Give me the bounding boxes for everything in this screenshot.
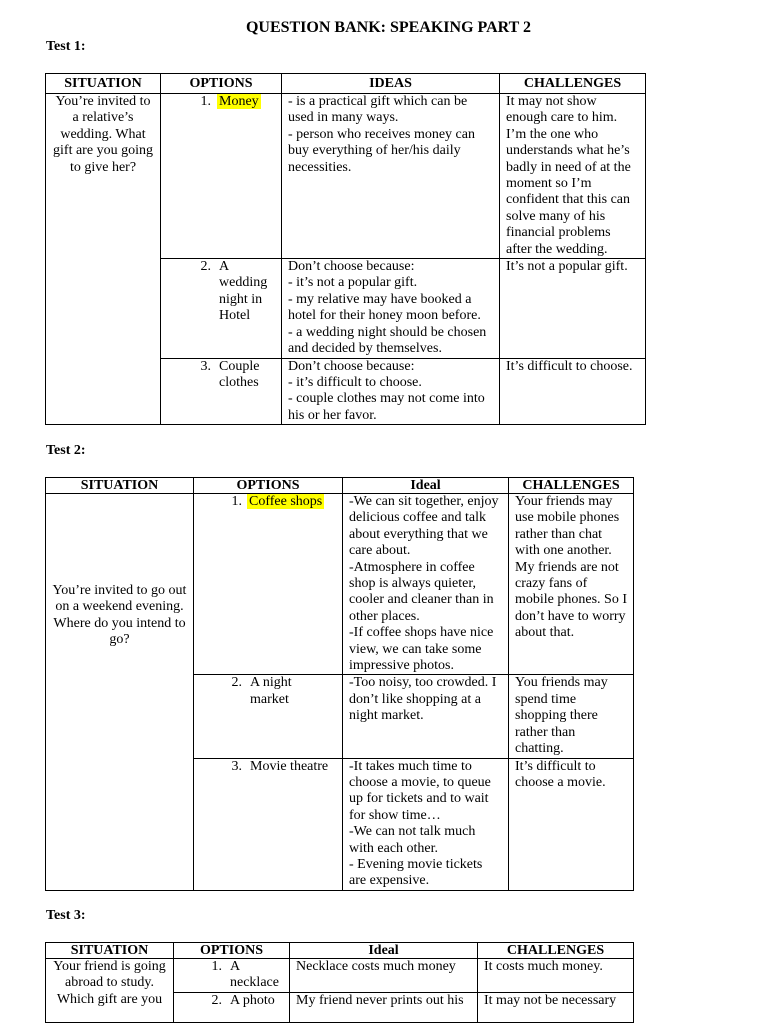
- option-cell: [174, 959, 290, 993]
- option-label: Movie theatre: [250, 758, 329, 774]
- header-ideas: Ideal: [343, 478, 509, 494]
- ideas-cell: [343, 494, 509, 675]
- option-cell: [161, 94, 282, 259]
- option-number: 3.: [231, 758, 242, 774]
- test-2-label: Test 2:: [46, 443, 86, 458]
- test-1-table: [45, 73, 646, 425]
- idea-line: - Evening movie tickets are expensive.: [349, 856, 483, 889]
- header-situation: SITUATION: [46, 74, 161, 94]
- header-ideas: IDEAS: [282, 74, 500, 94]
- header-options: OPTIONS: [161, 74, 282, 94]
- ideas-cell: [290, 993, 478, 1023]
- ideas-cell: [343, 675, 509, 758]
- idea-line: Don’t choose because:: [288, 259, 415, 275]
- situation-cell: You’re invited to a relative’s wedding. What gift are you going to give her?: [46, 94, 161, 425]
- challenges-cell: It may not be necessary: [478, 993, 634, 1023]
- situation-cell: Your friend is going abroad to study. Which gift are you: [46, 959, 174, 1023]
- header-challenges: CHALLENGES: [500, 74, 646, 94]
- header-options: OPTIONS: [194, 478, 343, 494]
- test-3-table: [45, 942, 634, 1023]
- ideas-cell: [290, 959, 478, 993]
- idea-line: - couple clothes may not come into his or her favor.: [288, 391, 485, 423]
- situation-cell: [46, 494, 194, 891]
- option-cell: [161, 259, 282, 358]
- idea-line: Don’t choose because:: [288, 358, 415, 374]
- table-header-row: [46, 478, 634, 494]
- test-1-label: Test 1:: [46, 39, 86, 54]
- challenges-cell: Your friends may use mobile phones rather than chat with one another. My friends are not crazy fans of mobile phones. So I don’t have to worry about that.: [509, 494, 634, 675]
- ideas-cell: [282, 358, 500, 425]
- table-header-row: [46, 74, 646, 94]
- idea-line: -Too noisy, too crowded. I don’t like shopping at a night market.: [349, 675, 497, 724]
- idea-line: - it’s difficult to choose.: [288, 374, 422, 390]
- option-label: Money: [219, 94, 259, 109]
- table-row: [46, 959, 634, 993]
- header-options: OPTIONS: [174, 943, 290, 959]
- idea-line: - a wedding night should be chosen and decided by themselves.: [288, 324, 487, 357]
- option-cell: [194, 758, 343, 890]
- challenges-cell: It’s difficult to choose a movie.: [509, 758, 634, 890]
- header-situation: SITUATION: [46, 943, 174, 959]
- option-cell: [161, 358, 282, 425]
- idea-line: My friend never prints out his: [296, 993, 464, 1008]
- idea-line: -It takes much time to choose a movie, to queue up for tickets and to wait for show time…: [349, 758, 491, 823]
- challenges-cell: You friends may spend time shopping there rather than chatting.: [509, 675, 634, 758]
- idea-line: - person who receives money can buy everything of her/his daily necessities.: [288, 126, 475, 175]
- header-challenges: CHALLENGES: [509, 478, 634, 494]
- idea-line: -We can sit together, enjoy delicious coffee and talk about everything that we care about.: [349, 494, 499, 559]
- table-header-row: [46, 943, 634, 959]
- option-number: 3.: [200, 358, 211, 374]
- challenges-cell: It costs much money.: [478, 959, 634, 993]
- option-number: 1.: [231, 494, 242, 509]
- option-cell: [194, 494, 343, 675]
- option-label: A night market: [250, 675, 292, 707]
- option-label: Coffee shops: [249, 494, 323, 509]
- option-label: A necklace: [230, 959, 279, 991]
- option-cell: [174, 993, 290, 1023]
- challenges-cell: It may not show enough care to him. I’m the one who understands what he’s badly in need of at the moment so I’m confident that this can solve many of his financial problems after the wedding.: [500, 94, 646, 259]
- challenges-cell: It’s not a popular gift.: [500, 259, 646, 358]
- idea-line: -Atmosphere in coffee shop is always quieter, cooler and cleaner than in other places.: [349, 559, 494, 624]
- option-number: 2.: [200, 259, 211, 275]
- idea-line: - is a practical gift which can be used in many ways.: [288, 94, 468, 126]
- option-number: 2.: [211, 993, 222, 1008]
- idea-line: -We can not talk much with each other.: [349, 824, 476, 856]
- option-cell: [194, 675, 343, 758]
- option-number: 1.: [211, 959, 222, 974]
- ideas-cell: [282, 259, 500, 358]
- option-label: Couple clothes: [219, 358, 260, 390]
- situation-text: You’re invited to go out on a weekend evening. Where do you intend to go?: [52, 583, 187, 648]
- test-2-table: [45, 477, 634, 891]
- table-row: [46, 494, 634, 675]
- table-row: [46, 94, 646, 259]
- idea-line: Necklace costs much money: [296, 959, 456, 974]
- header-challenges: CHALLENGES: [478, 943, 634, 959]
- idea-line: - my relative may have booked a hotel for their honey moon before.: [288, 291, 481, 324]
- challenges-cell: It’s difficult to choose.: [500, 358, 646, 425]
- option-number: 1.: [200, 94, 211, 109]
- option-number: 2.: [231, 675, 242, 691]
- idea-line: -If coffee shops have nice view, we can take some impressive photos.: [349, 625, 494, 674]
- idea-line: - it’s not a popular gift.: [288, 275, 418, 291]
- header-situation: SITUATION: [46, 478, 194, 494]
- option-label: A wedding night in Hotel: [219, 259, 268, 324]
- header-ideas: Ideal: [290, 943, 478, 959]
- option-label: A photo: [230, 993, 275, 1008]
- ideas-cell: [282, 94, 500, 259]
- test-3-label: Test 3:: [46, 908, 86, 923]
- ideas-cell: [343, 758, 509, 890]
- page-title: QUESTION BANK: SPEAKING PART 2: [245, 19, 532, 36]
